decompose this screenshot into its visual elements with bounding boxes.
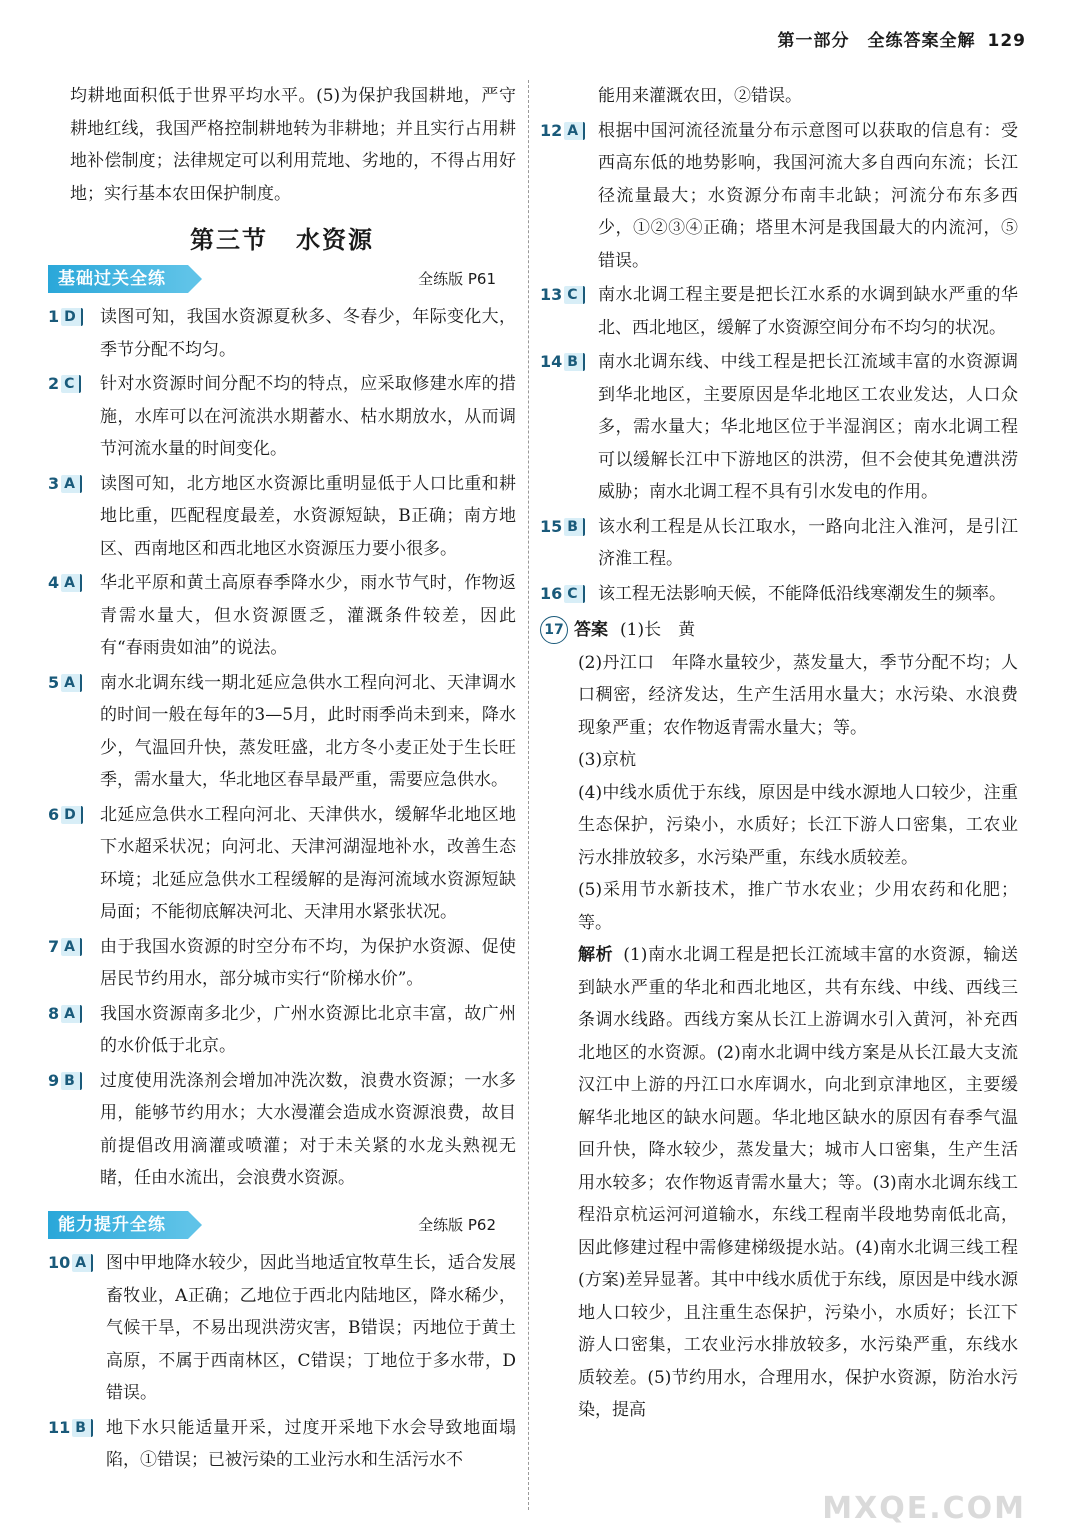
question-number: 14 [540,352,563,371]
answer-part-1: (1)长 黄 [620,620,696,640]
question-explanation: 由于我国水资源的时空分布不均，为保护水资源、促使居民节约用水，部分城市实行“阶梯水价”。 [100,936,516,989]
header-text: 第一部分 全练答案全解 [777,31,976,51]
question-number: 9 [48,1070,60,1090]
question-explanation: 该工程无法影响天候，不能降低沿线寒潮发生的频率。 [598,583,1006,604]
question-number: 2 [48,374,60,393]
analysis-heading: 解析 [578,945,614,965]
answer-part-5: (5)采用节水新技术，推广节水农业；少用农药和化肥；等。 [578,880,1018,933]
right-column [540,80,1018,1431]
question-number: 3 [48,473,60,493]
question-6 [48,799,516,929]
answer-part-4: (4)中线水质优于东线，原因是中线水源地人口较少，注重生态保护，污染小，水质好；长江下游人口密集，工农业污水排放较多，水污染严重，东线水质较差。 [578,782,1018,868]
question-explanation: 针对水资源时间分配不均的特点，应采取修建水库的措施，水库可以在河流洪水期蓄水、枯水期放水，从而调节河流水量的时间变化。 [100,374,516,459]
answer-letter: A [61,475,82,493]
answer-part-3: (3)京杭 [578,750,637,770]
basic-practice-band [48,263,516,296]
answer-letter: B [61,1072,82,1090]
question-17 [540,614,1018,1427]
question-explanation: 读图可知，北方地区水资源比重明显低于人口比重和耕地比重，匹配程度最差，水资源短缺，B正确；南方地区、西南地区和西北地区水资源压力要小很多。 [100,473,516,559]
question-number: 15 [540,516,563,536]
question-explanation: 过度使用洗涤剂会增加冲洗次数，浪费水资源；一水多用，能够节约用水；大水漫灌会造成水资源浪费，故目前提倡改用滴灌或喷灌；对于未关紧的水龙头熟视无睹，任由水流出，会浪费水资源。 [100,1070,516,1188]
answer-part-2: (2)丹江口 年降水量较少，蒸发量大，季节分配不均；人口稠密，经济发达，生产生活用水量大；水污染、水浪费现象严重；农作物返青需水量大；等。 [578,652,1018,738]
section-title-number: 第三节 [190,226,268,254]
answer-letter: A [61,1005,82,1023]
question-9 [48,1065,516,1195]
page-header [778,26,1027,51]
question-explanation: 该水利工程是从长江取水，一路向北注入淮河，是引江济淮工程。 [598,516,1018,569]
answer-letter: B [72,1419,93,1437]
question-13 [540,279,1018,344]
question-15 [540,511,1018,576]
left-column [48,80,516,1479]
question-14 [540,346,1018,509]
ability-practice-label: 能力提升全练 [48,1211,188,1239]
question-explanation: 华北平原和黄土高原春季降水少，雨水节气时，作物返青需水量大，但水资源匮乏，灌溉条件较差，因此有“春雨贵如油”的说法。 [100,573,516,658]
basic-practice-ref: 全练版 P61 [418,269,496,288]
question-12 [540,115,1018,278]
watermark-logo: MXQE.COM [822,1491,1026,1526]
question-number: 4 [48,573,60,592]
question-4 [48,567,516,665]
question-number: 13 [540,285,563,304]
ability-practice-band [48,1209,516,1242]
answer-heading: 答案 [574,620,608,640]
answer-letter: A [564,122,585,140]
section-title [48,224,516,257]
basic-practice-label: 基础过关全练 [48,265,188,293]
answer-letter: A [61,674,82,692]
question-number: 6 [48,804,60,824]
question-explanation: 北延应急供水工程向河北、天津供水，缓解华北地区地下水超采状况；向河北、天津河湖湿地补水，改善生态环境；北延应急供水工程缓解的是海河流域水资源短缺局面；不能彻底解决河北、天津用水紧张状况。 [100,804,516,922]
question-explanation: 南水北调东线、中线工程是把长江流域丰富的水资源调到华北地区，主要原因是华北地区工农业发达，人口众多，需水量大；华北地区位于半湿润区；南水北调工程可以缓解长江中下游地区的洪涝，但不会使其免遭洪涝威胁；南水北调工程不具有引水发电的作用。 [598,352,1018,502]
question-number: 5 [48,672,60,692]
question-10 [48,1247,516,1410]
analysis-paragraph [540,939,1018,1427]
answer-letter: A [72,1254,93,1272]
answer-letter: A [61,574,82,592]
answer-letter: B [564,353,585,371]
analysis-text: (1)南水北调工程是把长江流域丰富的水资源，输送到缺水严重的华北和西北地区，共有东线、中线、西线三条调水线路。西线方案从长江上游调水引入黄河，补充西北地区的水资源。(2)南水北调中线方案是从长江最大支流汉江中上游的丹江口水库调水，向北到京津地区，主要缓解华北地区的缺水问题。华北地区缺水的原因有春季气温回升快，降水较少，蒸发量大；城市人口密集，生产生活用水较多；农作物返青需水量大；等。(3)南水北调东线工程沿京杭运河河道输水，东线工程南半段地势南低北高，因此修建过程中需修建梯级提水站。(4)南水北调三线工程(方案)差异显著。其中中线水质优于东线，原因是中线水源地人口较少，且注重生态保护，污染小，水质好；长江下游人口密集，工农业污水排放较多，水污染严重，东线水质较差。(5)节约用水，合理用水，保护水资源，防治水污染，提高 [578,945,1018,1420]
answer-letter: A [61,938,82,956]
question-explanation: 根据中国河流径流量分布示意图可以获取的信息有：受西高东低的地势影响，我国河流大多自西向东流；长江径流量最大；水资源分布南丰北缺；河流分布东多西少，①②③④正确；塔里木河是我国最大的内流河，⑤错误。 [598,120,1018,271]
answer-letter: B [564,518,585,536]
question-5 [48,667,516,797]
answer-letter: D [61,806,83,824]
answer-letter: D [61,308,83,326]
question-number: 16 [540,583,563,603]
question-8 [48,998,516,1063]
question-explanation: 读图可知，我国水资源夏秋多、冬春少，年际变化大，季节分配不均匀。 [100,307,516,360]
question-11 [48,1412,516,1477]
question-explanation: 南水北调工程主要是把长江水系的水调到缺水严重的华北、西北地区，缓解了水资源空间分布不均匀的状况。 [598,285,1018,338]
page-number: 129 [987,31,1026,51]
intro-paragraph: 均耕地面积低于世界平均水平。(5)为保护我国耕地，严守耕地红线，我国严格控制耕地转为非耕地；并且实行占用耕地补偿制度；法律规定可以利用荒地、劣地的，不得占用好地；实行基本农田保护制度。 [70,86,516,204]
question-number: 7 [48,936,60,956]
question-number: 1 [48,307,60,326]
section-title-name: 水资源 [296,226,374,254]
answer-letter: C [564,585,584,603]
question-number-circle: 17 [540,616,568,644]
ability-practice-ref: 全练版 P62 [418,1215,496,1234]
question-number: 10 [48,1253,71,1272]
question-16 [540,578,1018,611]
question-explanation: 我国水资源南多北少，广州水资源比北京丰富，故广州的水价低于北京。 [100,1003,516,1056]
question-2 [48,368,516,466]
question-explanation: 图中甲地降水较少，因此当地适宜牧草生长，适合发展畜牧业，A正确；乙地位于西北内陆地区，降水稀少，气候干旱，不易出现洪涝灾害，B错误；丙地位于黄土高原，不属于西南林区，C错误；丁地位于多水带，D错误。 [106,1253,516,1403]
question-7 [48,931,516,996]
question-1 [48,301,516,366]
question-number: 12 [540,120,563,140]
question-explanation: 地下水只能适量开采，过度开采地下水会导致地面塌陷，①错误；已被污染的工业污水和生活污水不 [106,1417,516,1470]
answer-letter: C [564,286,584,304]
question-3 [48,468,516,566]
question-number: 8 [48,1003,60,1023]
question-explanation: 南水北调东线一期北延应急供水工程向河北、天津调水的时间一般在每年的3—5月，此时雨季尚未到来，降水少，气温回升快，蒸发旺盛，北方冬小麦正处于生长旺季，需水量大，华北地区春旱最严重，需要应急供水。 [100,672,516,790]
column-divider [528,80,529,1510]
question-11-continued: 能用来灌溉农田，②错误。 [598,86,802,106]
question-number: 11 [48,1417,71,1437]
answer-letter: C [61,375,81,393]
